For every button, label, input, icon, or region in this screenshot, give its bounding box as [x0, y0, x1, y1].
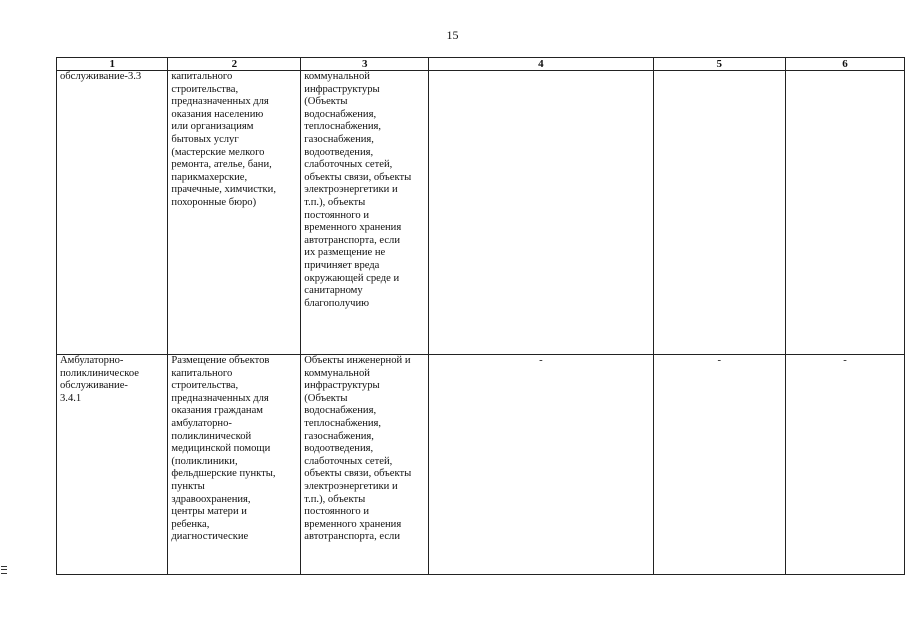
column-header-6: 6 [786, 58, 905, 71]
table-header-row [57, 58, 905, 71]
cell-text: обслуживание-3.3 [60, 71, 142, 82]
cell-use-type [57, 71, 168, 355]
cell-text: капитального строительства, предназначенных для оказания населению или организациям бытовых услуг (мастерские мелкого ремонта, ателье, бани, парикмахерские, прачечные, химчистки, похоронные бюро) [171, 71, 276, 208]
cell-text: - [539, 355, 543, 366]
scan-margin-mark [1, 566, 7, 574]
cell-col-5 [653, 71, 785, 355]
cell-description [168, 71, 301, 355]
table-row [57, 71, 905, 355]
cell-col-6 [786, 355, 905, 575]
column-header-2: 2 [168, 58, 301, 71]
cell-col-6 [786, 71, 905, 355]
cell-text: Амбулаторно- поликлиническое обслуживание- 3.4.1 [60, 355, 139, 404]
column-header-5: 5 [653, 58, 785, 71]
cell-text: Объекты инженерной и коммунальной инфраструктуры (Объекты водоснабжения, теплоснабжения, газоснабжения, водоотведения, слаботочных сетей, объекты связи, объекты электроэнергетики и т.п.), объекты постоянного и временного хранения автотранспорта, если [304, 355, 412, 543]
column-header-1: 1 [57, 58, 168, 71]
cell-col-4 [429, 71, 653, 355]
cell-use-type [57, 355, 168, 575]
cell-description [168, 355, 301, 575]
cell-col-5 [653, 355, 785, 575]
cell-auxiliary-uses [301, 71, 429, 355]
cell-text: коммунальной инфраструктуры (Объекты водоснабжения, теплоснабжения, газоснабжения, водоотведения, слаботочных сетей, объекты связи, объекты электроэнергетики и т.п.), объекты постоянного и временного хранения автотранспорта, если их размещение не причиняет вреда окружающей среде и санитарному благополучию [304, 71, 412, 309]
cell-text: - [843, 355, 847, 366]
cell-auxiliary-uses [301, 355, 429, 575]
cell-text: - [717, 355, 722, 366]
page-number: 15 [446, 28, 459, 42]
cell-text: Размещение объектов капитального строительства, предназначенных для оказания гражданам амбулаторно- поликлинической медицинской помощи (поликлиники, фельдшерские пункты, пункты здравоохранения, центры матери и ребенка, диагностические [171, 355, 276, 543]
cell-col-4 [429, 355, 653, 575]
table-row [57, 355, 905, 575]
column-header-4: 4 [429, 58, 653, 71]
land-use-table [56, 57, 905, 575]
column-header-3: 3 [301, 58, 429, 71]
